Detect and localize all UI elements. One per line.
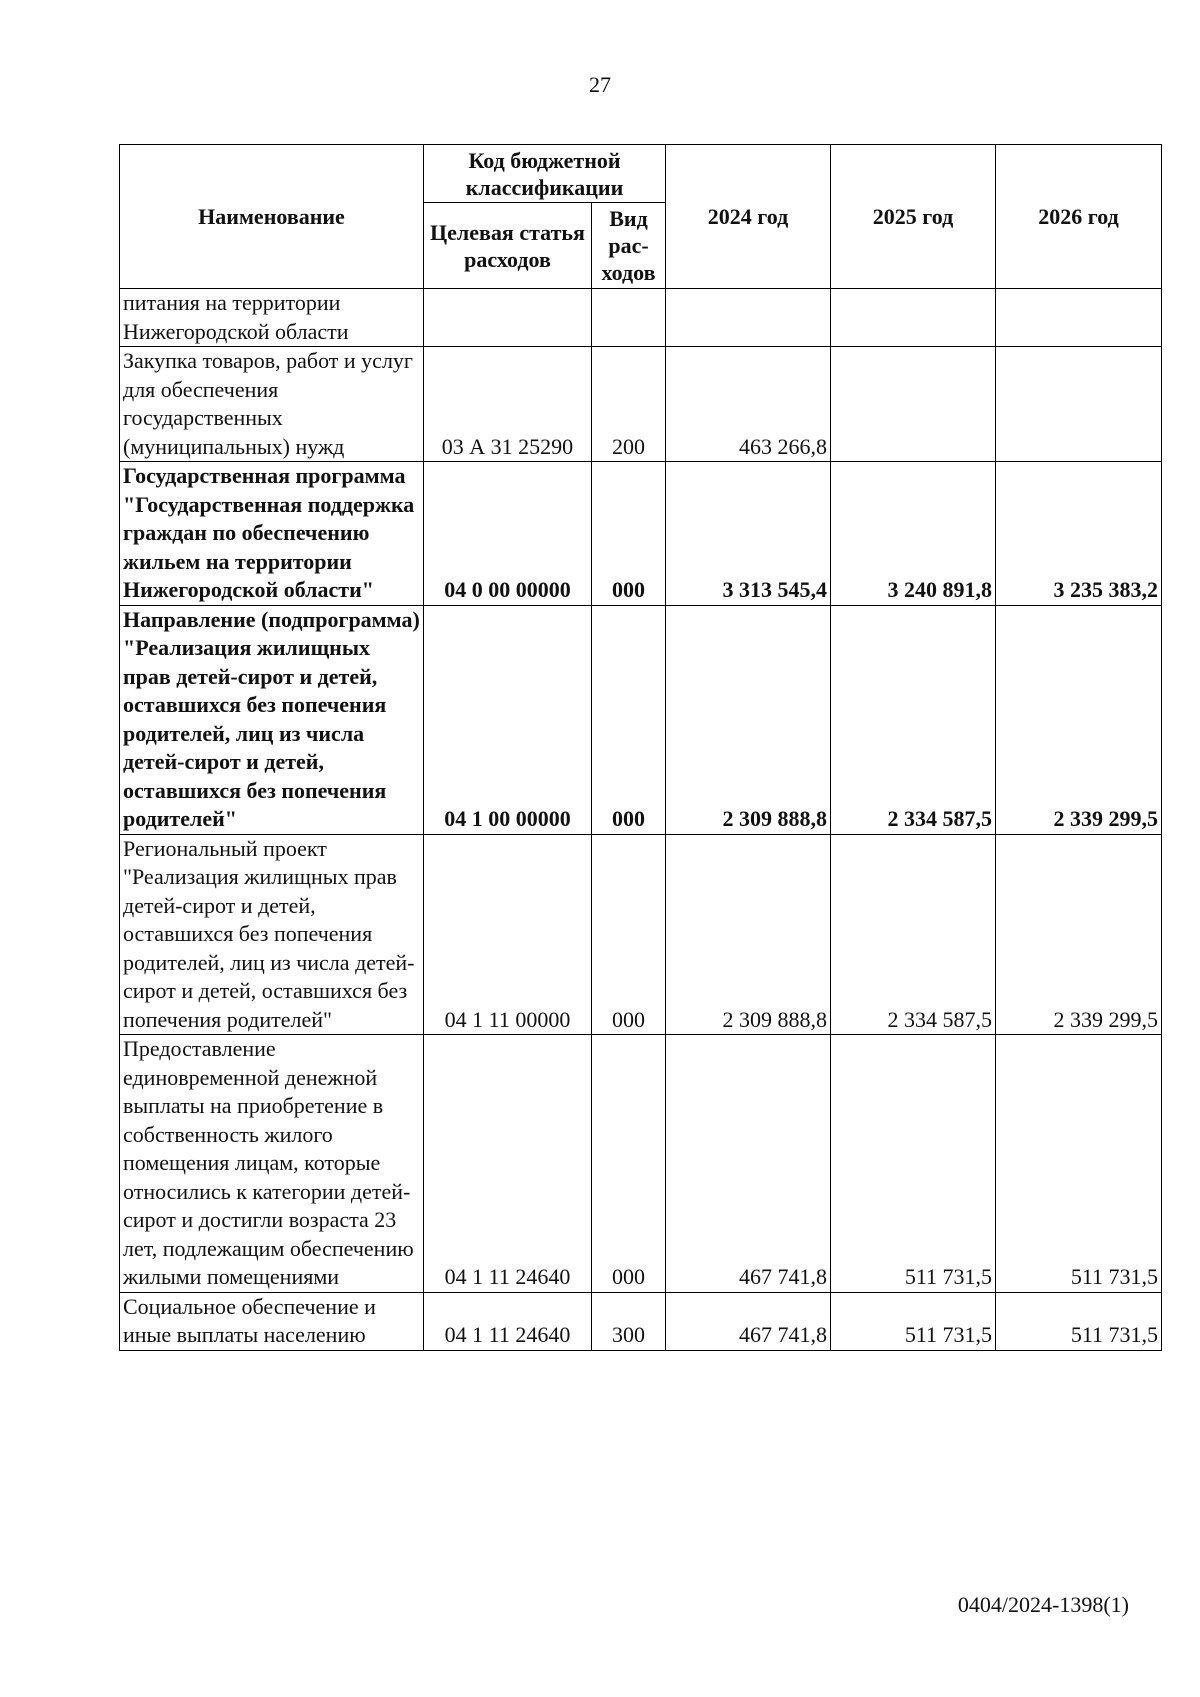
header-target-article: Целевая статья расходов: [424, 203, 592, 289]
cell-name: Социальное обеспечение и иные выплаты населению: [120, 1292, 424, 1350]
cell-year-2025: [831, 347, 996, 462]
cell-year-2024: 2 309 888,8: [666, 834, 831, 1035]
header-year-2026: 2026 год: [996, 145, 1162, 289]
cell-year-2026: 2 339 299,5: [996, 605, 1162, 834]
document-id: 0404/2024-1398(1): [957, 1592, 1129, 1617]
cell-expense-type: 000: [592, 1035, 666, 1293]
table-row: [120, 462, 1162, 606]
cell-year-2025: 511 731,5: [831, 1292, 996, 1350]
cell-year-2025: 2 334 587,5: [831, 605, 996, 834]
cell-expense-type: [592, 289, 666, 347]
cell-expense-type: 000: [592, 834, 666, 1035]
header-budget-code: Код бюджетной классификации: [424, 145, 666, 203]
cell-name: Предоставление единовременной денежной выплаты на приобретение в собственность жилого помещения лицам, которые относились к категории детей-сирот и достигли возраста 23 лет, подлежащим обеспечению жилыми помещениями: [120, 1035, 424, 1293]
cell-year-2025: 2 334 587,5: [831, 834, 996, 1035]
cell-year-2026: 511 731,5: [996, 1035, 1162, 1293]
cell-target-article: 04 0 00 00000: [424, 462, 592, 606]
header-year-2025: 2025 год: [831, 145, 996, 289]
cell-year-2026: 2 339 299,5: [996, 834, 1162, 1035]
budget-table: [119, 144, 1162, 1351]
table-row: [120, 289, 1162, 347]
header-name: Наименование: [120, 145, 424, 289]
cell-year-2024: 3 313 545,4: [666, 462, 831, 606]
cell-target-article: 03 А 31 25290: [424, 347, 592, 462]
cell-name: Государственная программа "Государственная поддержка граждан по обеспечению жильем на территории Нижегородской области": [120, 462, 424, 606]
cell-year-2024: 463 266,8: [666, 347, 831, 462]
cell-year-2026: [996, 289, 1162, 347]
cell-year-2026: 3 235 383,2: [996, 462, 1162, 606]
cell-year-2024: 2 309 888,8: [666, 605, 831, 834]
cell-name: Региональный проект "Реализация жилищных прав детей-сирот и детей, оставшихся без попечения родителей, лиц из числа детей-сирот и детей, оставшихся без попечения родителей": [120, 834, 424, 1035]
page-number: 27: [589, 72, 611, 97]
cell-expense-type: 000: [592, 605, 666, 834]
table-body: [120, 289, 1162, 1351]
cell-year-2024: 467 741,8: [666, 1035, 831, 1293]
cell-name: питания на территории Нижегородской области: [120, 289, 424, 347]
cell-year-2026: 511 731,5: [996, 1292, 1162, 1350]
cell-target-article: 04 1 00 00000: [424, 605, 592, 834]
cell-target-article: 04 1 11 24640: [424, 1292, 592, 1350]
cell-year-2024: [666, 289, 831, 347]
cell-target-article: [424, 289, 592, 347]
table-row: [120, 834, 1162, 1035]
cell-target-article: 04 1 11 24640: [424, 1035, 592, 1293]
cell-year-2025: [831, 289, 996, 347]
cell-year-2025: 511 731,5: [831, 1035, 996, 1293]
table-row: [120, 347, 1162, 462]
table-row: [120, 605, 1162, 834]
cell-expense-type: 300: [592, 1292, 666, 1350]
cell-expense-type: 000: [592, 462, 666, 606]
header-year-2024: 2024 год: [666, 145, 831, 289]
cell-year-2025: 3 240 891,8: [831, 462, 996, 606]
header-expense-type: Вид рас-ходов: [592, 203, 666, 289]
table-row: [120, 1292, 1162, 1350]
table-row: [120, 1035, 1162, 1293]
cell-year-2024: 467 741,8: [666, 1292, 831, 1350]
cell-year-2026: [996, 347, 1162, 462]
cell-expense-type: 200: [592, 347, 666, 462]
cell-name: Направление (подпрограмма) "Реализация жилищных прав детей-сирот и детей, оставшихся без попечения родителей, лиц из числа детей-сирот и детей, оставшихся без попечения родителей": [120, 605, 424, 834]
cell-target-article: 04 1 11 00000: [424, 834, 592, 1035]
cell-name: Закупка товаров, работ и услуг для обеспечения государственных (муниципальных) нужд: [120, 347, 424, 462]
